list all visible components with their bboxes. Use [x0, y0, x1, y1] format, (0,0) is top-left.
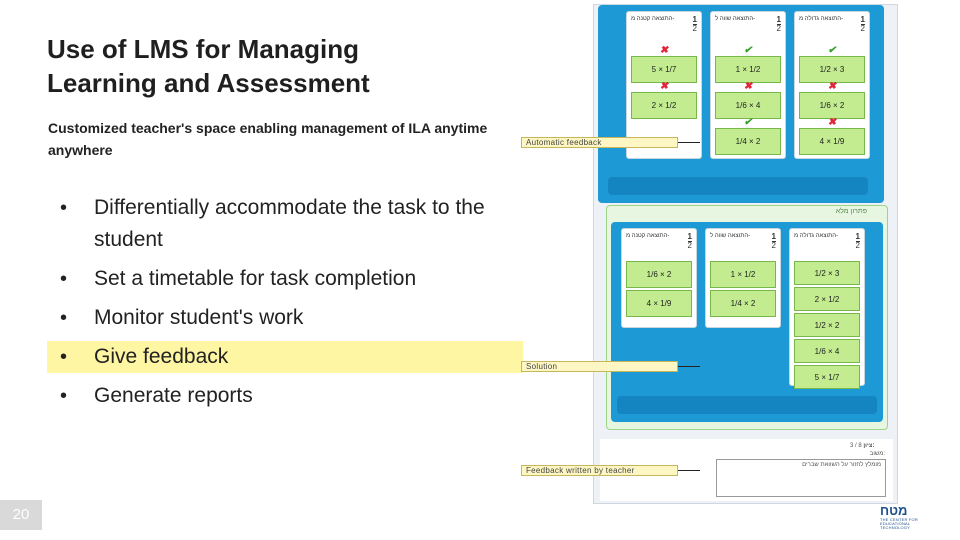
half-fraction: $\frac{1}{2}$ [692, 15, 697, 33]
answer-tile: 4 × 1/9 [626, 290, 692, 317]
bullet-text: Give feedback [94, 345, 229, 368]
bullet-dot: • [60, 346, 68, 368]
logo-tagline: THE CENTER FOR EDUCATIONAL TECHNOLOGY [880, 517, 918, 530]
callout-automatic-feedback: Automatic feedback [521, 137, 678, 148]
card-smaller-than [621, 228, 697, 328]
answer-tile: 1/4 × 2 [710, 290, 776, 317]
answer-tile: 2 × 1/2 [794, 287, 860, 311]
logo-word: מטח [880, 503, 908, 518]
answer-tile: 5 × 1/7 [794, 365, 860, 389]
solution-inner [611, 222, 883, 422]
card-header: התוצאה קטנה מ- [626, 233, 670, 239]
callout-teacher-feedback: Feedback written by teacher [521, 465, 678, 476]
bullet-dot: • [60, 307, 68, 329]
answer-tile[interactable]: ✖ 1/6 × 4 [715, 92, 781, 119]
wrong-mark-icon: ✖ [827, 81, 837, 92]
solution-caption: פתרון מלא [835, 208, 867, 215]
answer-tile[interactable]: ✖ 4 × 1/9 [799, 128, 865, 155]
answer-tile[interactable]: ✖ 1/6 × 2 [799, 92, 865, 119]
slide-title: Use of LMS for Managing Learning and Assessment [47, 34, 370, 98]
wrong-mark-icon: ✖ [827, 117, 837, 128]
card-greater-than [794, 11, 870, 159]
answer-tile: 1/6 × 2 [626, 261, 692, 288]
callout-solution: Solution [521, 361, 678, 372]
bullet-item-highlighted [47, 341, 523, 373]
card-header: התוצאה קטנה מ- [631, 16, 675, 22]
answer-tile[interactable]: ✔ 1/2 × 3 [799, 56, 865, 83]
bullet-item [47, 263, 523, 295]
answer-tile: 1/2 × 3 [794, 261, 860, 285]
callout-connector [678, 470, 700, 471]
solution-bottom-bar [617, 396, 877, 414]
card-equal-to [705, 228, 781, 328]
correct-mark-icon: ✔ [743, 45, 753, 56]
wrong-mark-icon: ✖ [659, 81, 669, 92]
wrong-mark-icon: ✖ [743, 81, 753, 92]
bullet-dot: • [60, 268, 68, 290]
bullet-text: Set a timetable for task completion [94, 267, 417, 290]
slide-subtitle: Customized teacher's space enabling management of ILA anytime anywhere [48, 120, 488, 158]
answer-tile[interactable]: ✖ 5 × 1/7 [631, 56, 697, 83]
score-value: 3 / 8 ציון: [850, 443, 875, 449]
task-panel-student [598, 5, 884, 203]
half-fraction: $\frac{1}{2}$ [776, 15, 781, 33]
page-number: 20 [0, 500, 42, 530]
answer-tile: 1/2 × 2 [794, 313, 860, 337]
half-fraction: $\frac{1}{2}$ [687, 232, 692, 250]
card-equal-to [710, 11, 786, 159]
callout-connector [678, 366, 700, 367]
half-fraction: $\frac{1}{2}$ [855, 232, 860, 250]
bullet-item [47, 192, 523, 256]
answer-tile[interactable]: ✖ 2 × 1/2 [631, 92, 697, 119]
feedback-label: משוב: [869, 451, 885, 457]
answer-tile: 1 × 1/2 [710, 261, 776, 288]
card-header: התוצאה שווה ל- [715, 16, 756, 22]
mtech-logo [880, 503, 940, 531]
half-fraction: $\frac{1}{2}$ [771, 232, 776, 250]
bullet-dot: • [60, 197, 68, 219]
card-greater-than [789, 228, 865, 386]
bullet-item [47, 302, 523, 334]
answer-tile[interactable]: ✔ 1/4 × 2 [715, 128, 781, 155]
lms-screenshot [593, 4, 898, 504]
bullet-item [47, 380, 523, 412]
card-header: התוצאה שווה ל- [710, 233, 751, 239]
card-header: התוצאה גדולה מ- [794, 233, 839, 239]
bullet-dot: • [60, 385, 68, 407]
feedback-textbox[interactable]: מומלץ לחזור על השוואת שברים [716, 459, 886, 497]
bullet-text: Monitor student's work [94, 306, 304, 329]
solution-panel [606, 205, 888, 430]
bullet-text: Generate reports [94, 384, 253, 407]
answer-tile[interactable]: ✔ 1 × 1/2 [715, 56, 781, 83]
wrong-mark-icon: ✖ [659, 45, 669, 56]
card-header: התוצאה גדולה מ- [799, 16, 844, 22]
bullet-list [47, 192, 523, 419]
answer-tile: 1/6 × 4 [794, 339, 860, 363]
correct-mark-icon: ✔ [743, 117, 753, 128]
callout-connector [678, 142, 700, 143]
task-bottom-bar [608, 177, 868, 195]
half-fraction: $\frac{1}{2}$ [860, 15, 865, 33]
correct-mark-icon: ✔ [827, 45, 837, 56]
bullet-text: Differentially accommodate the task to the student [94, 196, 485, 251]
